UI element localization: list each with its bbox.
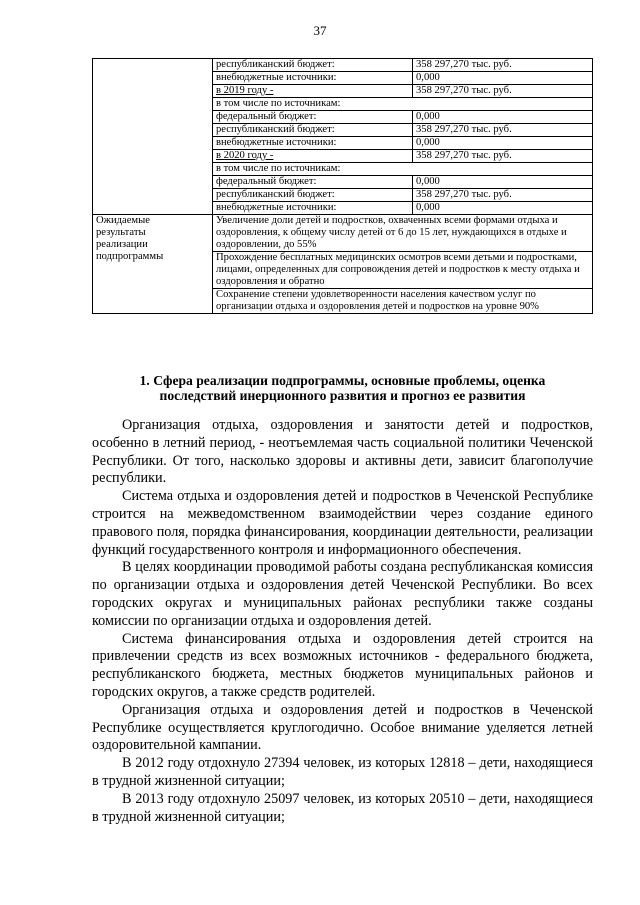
empty-label-cell — [93, 59, 213, 215]
row-span: в том числе по источникам: — [213, 98, 593, 111]
results-label-line: подпрограммы — [96, 251, 164, 262]
section-body — [92, 417, 593, 826]
expected-result: Увеличение доли детей и подростков, охваченных всеми формами отдыха и оздоровления, к общему числу детей от 6 до 15 лет, нуждающихся в отдыхе и оздоровлении, до 55% — [213, 215, 593, 252]
row-value: 358 297,270 тыс. руб. — [413, 85, 593, 98]
row-label: в 2019 году - — [213, 85, 413, 98]
row-label: республиканский бюджет: — [213, 124, 413, 137]
row-label: внебюджетные источники: — [213, 72, 413, 85]
row-label: федеральный бюджет: — [213, 111, 413, 124]
paragraph: В 2013 году отдохнуло 25097 человек, из которых 20510 – дети, находящиеся в трудной жизненной ситуации; — [92, 790, 593, 825]
row-value: 0,000 — [413, 202, 593, 215]
row-label: внебюджетные источники: — [213, 202, 413, 215]
section-heading-line: последствий инерционного развития и прогноз ее развития — [159, 388, 526, 403]
row-label: внебюджетные источники: — [213, 137, 413, 150]
budget-table — [92, 58, 593, 314]
paragraph: Система отдыха и оздоровления детей и подростков в Чеченской Республике строится на межведомственном взаимодействии через создание единого правового поля, порядка финансирования, координации деятельности, реализации функций государственного контроля и информационного обеспечения. — [92, 488, 593, 558]
results-label-line: результаты — [96, 227, 146, 238]
section-heading — [92, 373, 593, 403]
row-value: 358 297,270 тыс. руб. — [413, 124, 593, 137]
row-label: в 2020 году - — [213, 150, 413, 163]
row-value: 0,000 — [413, 72, 593, 85]
row-value: 0,000 — [413, 176, 593, 189]
expected-result: Сохранение степени удовлетворенности населения качеством услуг по организации отдыха и оздоровления детей и подростков на уровне 90% — [213, 289, 593, 314]
row-label: федеральный бюджет: — [213, 176, 413, 189]
row-value: 358 297,270 тыс. руб. — [413, 150, 593, 163]
table-row — [93, 215, 593, 252]
results-label-line: реализации — [96, 239, 148, 250]
row-value: 0,000 — [413, 111, 593, 124]
row-label: республиканский бюджет: — [213, 189, 413, 202]
table-row — [93, 59, 593, 72]
row-value: 358 297,270 тыс. руб. — [413, 59, 593, 72]
section-heading-line: 1. Сфера реализации подпрограммы, основные проблемы, оценка — [139, 373, 546, 388]
results-label-line: Ожидаемые — [96, 215, 150, 226]
paragraph: Организация отдыха, оздоровления и занятости детей и подростков, особенно в летний период, - неотъемлемая часть социальной политики Чеченской Республики. От того, насколько здоровы и активны дети, зависит благополучие республики. — [92, 417, 593, 487]
row-value: 0,000 — [413, 137, 593, 150]
paragraph: В 2012 году отдохнуло 27394 человек, из которых 12818 – дети, находящиеся в трудной жизненной ситуации; — [92, 755, 593, 789]
row-label: республиканский бюджет: — [213, 59, 413, 72]
paragraph: Система финансирования отдыха и оздоровления детей строится на привлечении средств из всех возможных источников - федерального бюджета, республиканского бюджета, местных бюджетов муниципальных районов и городских округов, а также средств родителей. — [92, 630, 593, 700]
row-span: в том числе по источникам: — [213, 163, 593, 176]
paragraph: В целях координации проводимой работы создана республиканская комиссия по организации отдыха и оздоровления детей Чеченской Республики. Во всех городских округах и муниципальных районах республики также созданы комиссии по организации отдыха и оздоровления детей. — [92, 559, 593, 629]
page-number: 37 — [313, 23, 327, 38]
results-label — [93, 215, 213, 314]
paragraph: Организация отдыха и оздоровления детей и подростков в Чеченской Республике осуществляется круглогодично. Особое внимание уделяется летней оздоровительной кампании. — [92, 701, 593, 754]
row-value: 358 297,270 тыс. руб. — [413, 189, 593, 202]
expected-result: Прохождение бесплатных медицинских осмотров всеми детьми и подростками, лицами, определенных для сопровождения детей и подростков к месту отдыха и оздоровления и обратно — [213, 252, 593, 289]
